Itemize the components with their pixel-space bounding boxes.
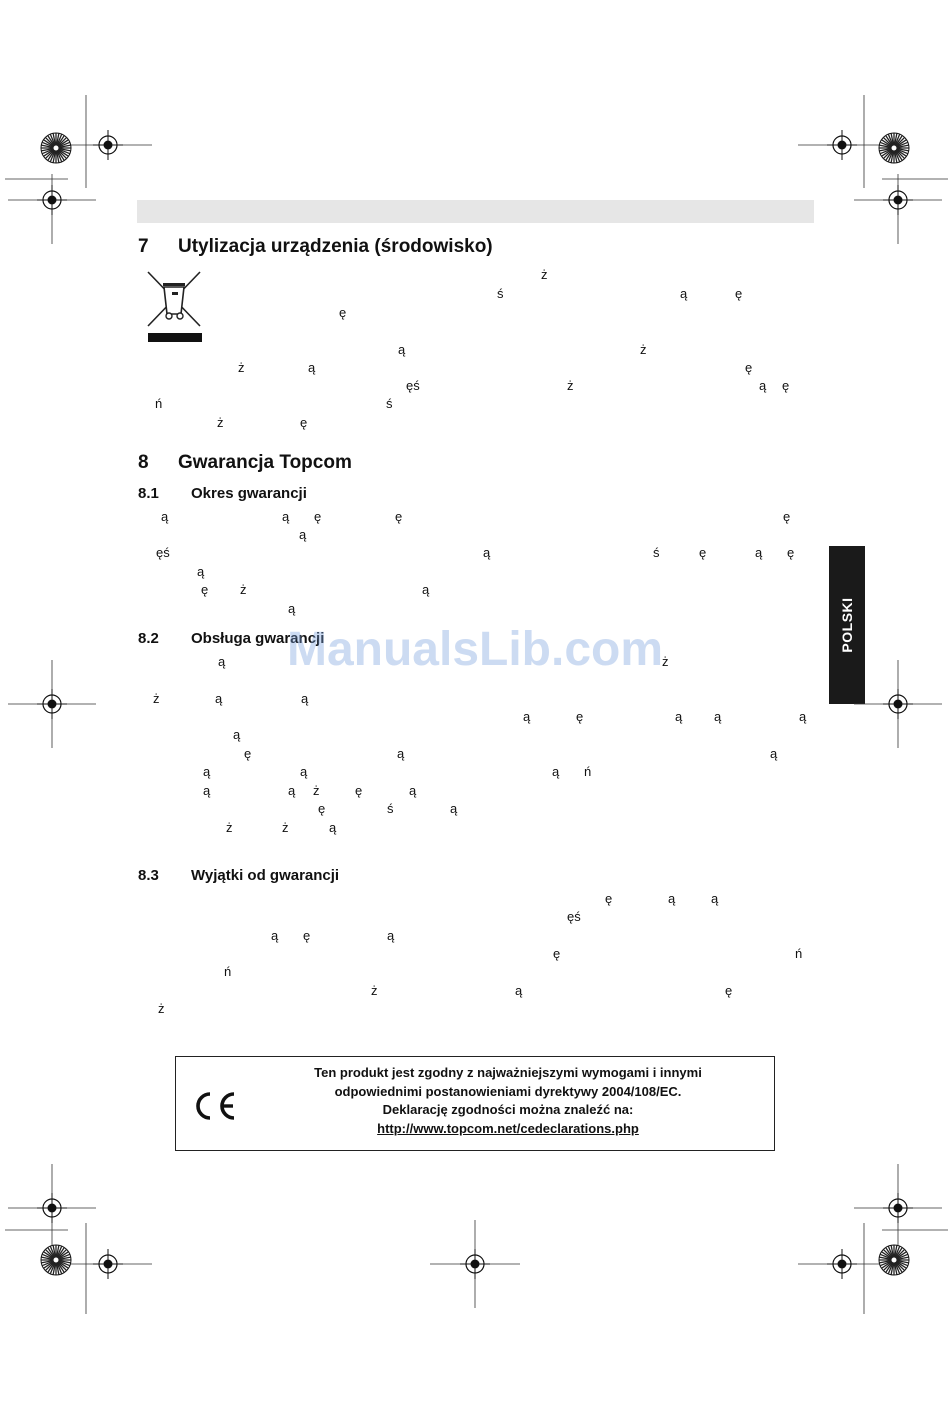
glyph: ą — [714, 709, 722, 724]
registration-mark-icon — [37, 689, 67, 719]
glyph: ą — [288, 783, 296, 798]
registration-mark-icon — [827, 130, 857, 160]
glyph: ą — [397, 746, 405, 761]
glyph: ś — [497, 286, 504, 301]
glyph: ęś — [567, 909, 581, 924]
section-number: 8.3 — [138, 867, 159, 884]
glyph: ą — [288, 601, 296, 616]
glyph: ą — [755, 545, 763, 560]
registration-mark-icon — [93, 130, 123, 160]
glyph: ą — [409, 783, 417, 798]
section-number: 8.2 — [138, 630, 159, 647]
glyph: ś — [653, 545, 660, 560]
glyph: ą — [759, 378, 767, 393]
glyph: ę — [782, 378, 790, 393]
glyph: ą — [515, 983, 523, 998]
section-number: 8.1 — [138, 485, 159, 502]
ce-line: Deklarację zgodności można znaleźć na: — [382, 1102, 634, 1117]
glyph: ą — [329, 820, 337, 835]
glyph: ęś — [406, 378, 420, 393]
ce-line: odpowiednimi postanowieniami dyrektywy 2004/108/EC. — [334, 1083, 682, 1099]
glyph: ę — [553, 946, 561, 961]
glyph: ą — [552, 764, 560, 779]
section-number: 8 — [138, 452, 149, 473]
registration-mark-icon — [37, 185, 67, 215]
registration-mark-icon — [883, 1193, 913, 1223]
glyph: ą — [675, 709, 683, 724]
glyph: ż — [282, 820, 289, 835]
glyph: ą — [301, 691, 309, 706]
registration-star-icon — [879, 1245, 909, 1275]
registration-mark-icon — [460, 1249, 490, 1279]
glyph: ą — [450, 801, 458, 816]
glyph: ą — [282, 509, 290, 524]
glyph: ż — [158, 1001, 165, 1016]
glyph: ę — [355, 783, 363, 798]
glyph: ę — [787, 545, 795, 560]
glyph: ś — [387, 801, 394, 816]
glyph: ą — [398, 342, 406, 357]
glyph: ę — [339, 305, 347, 320]
glyph: ą — [308, 360, 316, 375]
glyph: ą — [299, 527, 307, 542]
glyph: ę — [745, 360, 753, 375]
glyph: ż — [541, 267, 548, 282]
glyph: ą — [233, 727, 241, 742]
glyph: ą — [711, 891, 719, 906]
registration-mark-icon — [93, 1249, 123, 1279]
glyph: ęś — [156, 545, 170, 560]
glyph: ę — [699, 545, 707, 560]
ce-line: Ten produkt jest zgodny z najważniejszymi wymogami i innymi — [314, 1065, 702, 1080]
glyph: ą — [197, 564, 205, 579]
glyph: ę — [303, 928, 311, 943]
registration-star-icon — [41, 133, 71, 163]
registration-mark-icon — [37, 1193, 67, 1223]
glyph: ę — [201, 582, 209, 597]
glyph: ę — [735, 286, 743, 301]
ce-declaration-link[interactable]: http://www.topcom.net/cedeclarations.php — [377, 1120, 639, 1136]
glyph: ą — [422, 582, 430, 597]
glyph: ą — [203, 764, 211, 779]
glyph: ż — [371, 983, 378, 998]
glyph: ą — [161, 509, 169, 524]
glyph: ą — [387, 928, 395, 943]
section-title: Obsługa gwarancji — [191, 630, 325, 647]
glyph: ą — [218, 654, 226, 669]
glyph: ę — [318, 801, 326, 816]
glyph: ż — [153, 691, 160, 706]
glyph: ż — [238, 360, 245, 375]
glyph: ę — [314, 509, 322, 524]
glyph: ż — [567, 378, 574, 393]
glyph: ń — [224, 964, 232, 979]
glyph: ś — [386, 396, 393, 411]
registration-mark-icon — [883, 185, 913, 215]
registration-mark-icon — [827, 1249, 857, 1279]
glyph: ń — [155, 396, 163, 411]
watermark: ManualsLib.com — [286, 623, 664, 676]
glyph: ę — [395, 509, 403, 524]
glyph: ą — [680, 286, 688, 301]
glyph: ą — [770, 746, 778, 761]
glyph: ń — [795, 946, 803, 961]
glyph: ż — [313, 783, 320, 798]
glyph: ę — [783, 509, 791, 524]
registration-mark-icon — [883, 689, 913, 719]
glyph: ń — [584, 764, 592, 779]
registration-star-icon — [41, 1245, 71, 1275]
glyph: ż — [217, 415, 224, 430]
section-title: Wyjątki od gwarancji — [191, 867, 340, 884]
section-title: Okres gwarancji — [191, 485, 307, 502]
glyph: ą — [215, 691, 223, 706]
glyph: ż — [640, 342, 647, 357]
section-title: Utylizacja urządzenia (środowisko) — [178, 236, 493, 257]
glyph: ą — [799, 709, 807, 724]
glyph: ż — [240, 582, 247, 597]
glyph: ę — [605, 891, 613, 906]
section-title: Gwarancja Topcom — [178, 452, 352, 473]
glyph: ż — [662, 654, 669, 669]
glyph: ę — [725, 983, 733, 998]
registration-star-icon — [879, 133, 909, 163]
glyph: ą — [483, 545, 491, 560]
section-number: 7 — [138, 236, 149, 257]
glyph: ą — [668, 891, 676, 906]
glyph: ą — [271, 928, 279, 943]
glyph: ę — [244, 746, 252, 761]
glyph: ą — [203, 783, 211, 798]
language-tab-label: POLSKI — [839, 597, 855, 653]
glyph: ą — [523, 709, 531, 724]
glyph: ą — [300, 764, 308, 779]
glyph: ę — [300, 415, 308, 430]
glyph: ż — [226, 820, 233, 835]
glyph: ę — [576, 709, 584, 724]
